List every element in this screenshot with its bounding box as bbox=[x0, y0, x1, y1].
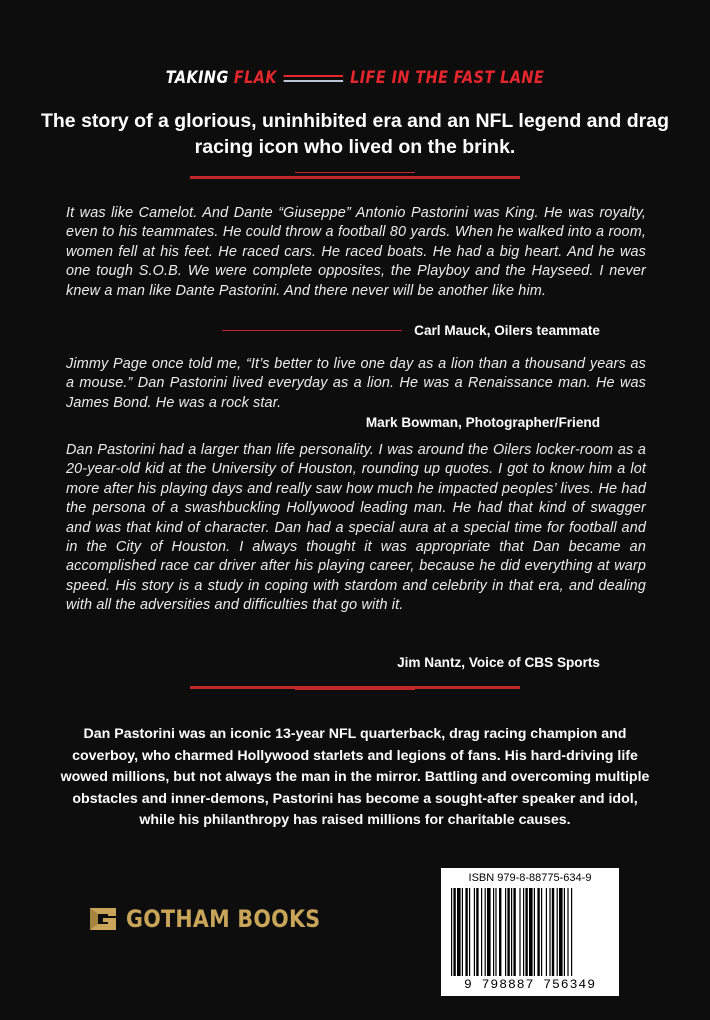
isbn-barcode bbox=[441, 868, 619, 996]
tagline-right-white: LIFE IN THE bbox=[350, 68, 449, 88]
quote-2-text: Jimmy Page once told me, “It’s better to live one day as a lion than a thousand years as a mouse.” Dan Pastorini lived everyday as a lion. He was a Renaissance man. He was James Bond. He was a rock star. bbox=[66, 356, 646, 411]
top-divider bbox=[0, 172, 710, 179]
barcode-digits: 9 798887 756349 bbox=[463, 977, 597, 992]
quote-1-text: It was like Camelot. And Dante “Giuseppe” Antonio Pastorini was King. He was royalty, even to his teammates. He could throw a football 80 yards. When he walked into a room, women fell at his feet. He raced cars. He raced boats. He had a big heart. And he was one tough S.O.B. We were complete opposites, the Playboy and the Hayseed. I never knew a man like Dante Pastorini. And there never will be another like him. bbox=[66, 205, 646, 299]
bottom-divider bbox=[0, 686, 710, 690]
tagline bbox=[53, 68, 657, 88]
tagline-divider bbox=[284, 75, 344, 82]
quote-3-text: Dan Pastorini had a larger than life personality. I was around the Oilers locker-room as a 20-year-old kid at the University of Houston, rounding up quotes. I got to know him a lot more after his playing days and really saw how much he impacted peoples’ lives. He had the persona of a swashbuckling Hollywood leading man. He had that kind of swagger and was that kind of character. Dan had a special aura at a special time for football and in the City of Houston. I always thought it was appropriate that Dan became an accomplished race car driver after his playing career, because he did everything at warp speed. His story is a study in coping with stardom and celebrity in that era, and dealing with all the adversities and difficulties that go with it. bbox=[66, 442, 646, 614]
tagline-left-white: TAKING bbox=[165, 68, 229, 88]
tagline-left-red: FLAK bbox=[233, 68, 278, 88]
quote-3-attribution-row bbox=[397, 655, 600, 670]
publisher-logo bbox=[88, 904, 352, 934]
headline: The story of a glorious, uninhibited era and an NFL legend and drag racing icon who lived on the brink. bbox=[40, 110, 670, 158]
quote-2-attribution: Mark Bowman, Photographer/Friend bbox=[365, 415, 600, 430]
isbn-label: ISBN 979-8-88775-634-9 bbox=[468, 872, 592, 884]
quote-1-attribution: Carl Mauck, Oilers teammate bbox=[414, 323, 600, 338]
quote-3-attribution: Jim Nantz, Voice of CBS Sports bbox=[397, 655, 600, 670]
barcode-bars bbox=[451, 888, 609, 976]
gotham-g-logo-icon bbox=[88, 904, 118, 934]
quote-1-attribution-row bbox=[222, 323, 600, 338]
book-description: Dan Pastorini was an iconic 13-year NFL quarterback, drag racing champion and coverboy, who charmed Hollywood starlets and legions of fans. His hard-driving life wowed millions, but not always the man in the mirror. Battling and overcoming multiple obstacles and inner-demons, Pastorini has become a sought-after speaker and idol, while his philanthropy has raised millions for charitable causes. bbox=[60, 726, 650, 829]
tagline-right-red: FAST LANE bbox=[453, 68, 545, 88]
quote-2-attribution-row bbox=[366, 415, 600, 430]
publisher-name: GOTHAM BOOKS bbox=[126, 905, 321, 933]
